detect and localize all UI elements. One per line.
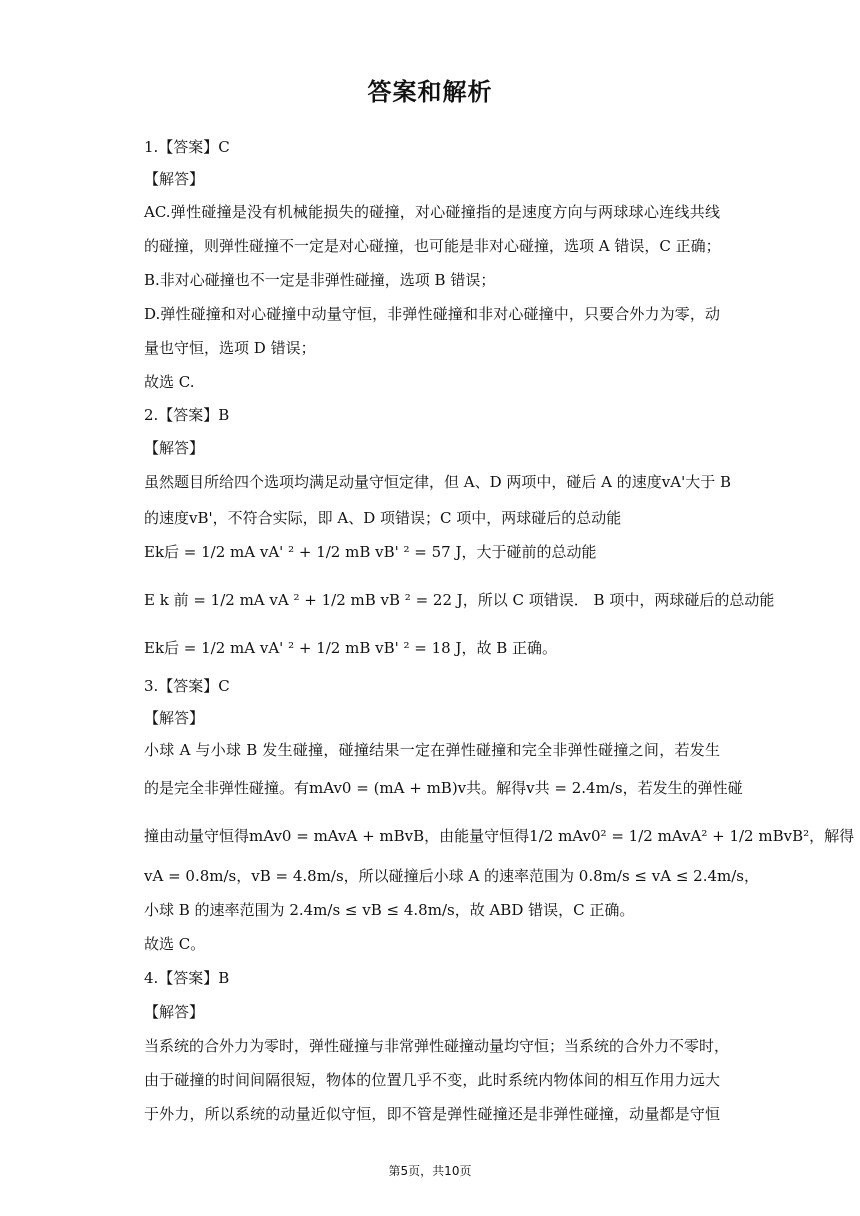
q3-text: 小球 B 的速率范围为 2.4m/s ≤ vB ≤ 4.8m/s，故 ABD 错误，C 正确。 xyxy=(144,901,635,919)
q3-text: 的是完全非弹性碰撞。有mAv0 = (mA + mB)v共。解得v共 = 2.4m/s，若发生的弹性碰 xyxy=(144,779,743,797)
q1-conclusion: 故选 C. xyxy=(144,373,195,391)
q1-text: AC.弹性碰撞是没有机械能损失的碰撞，对心碰撞指的是速度方向与两球球心连线共线 xyxy=(144,203,720,221)
q4-text: 当系统的合外力为零时，弹性碰撞与非常弹性碰撞动量均守恒；当系统的合外力不零时， xyxy=(144,1037,730,1055)
q1-solution-label: 【解答】 xyxy=(144,170,205,188)
q1-text: 量也守恒，选项 D 错误； xyxy=(144,339,316,357)
q3-conclusion: 故选 C。 xyxy=(144,935,206,953)
q2-answer: 2.【答案】B xyxy=(144,406,230,424)
q3-answer: 3.【答案】C xyxy=(144,677,230,695)
q2-text: 的速度vB'，不符合实际，即 A、D 项错误；C 项中，两球碰后的总动能 xyxy=(144,509,622,527)
q2-formula: E k 前 = 1/2 mA vA ² + 1/2 mB vB ² = 22 J，所以 C 项错误． B 项中，两球碰后的总动能 xyxy=(144,591,775,609)
q3-text: 小球 A 与小球 B 发生碰撞，碰撞结果一定在弹性碰撞和完全非弹性碰撞之间，若发生 xyxy=(144,741,720,759)
page-footer: 第5页，共10页 xyxy=(388,1164,472,1178)
q1-answer: 1.【答案】C xyxy=(144,138,230,156)
q1-text: D.弹性碰撞和对心碰撞中动量守恒，非弹性碰撞和非对心碰撞中，只要合外力为零，动 xyxy=(144,305,720,323)
q4-text: 于外力，所以系统的动量近似守恒，即不管是弹性碰撞还是非弹性碰撞，动量都是守恒 xyxy=(144,1105,720,1123)
q3-text: vA = 0.8m/s，vB = 4.8m/s，所以碰撞后小球 A 的速率范围为 0.8m/s ≤ vA ≤ 2.4m/s， xyxy=(144,867,759,885)
q4-answer: 4.【答案】B xyxy=(144,969,230,987)
q4-solution-label: 【解答】 xyxy=(144,1003,205,1021)
q4-text: 由于碰撞的时间间隔很短，物体的位置几乎不变，此时系统内物体间的相互作用力远大 xyxy=(144,1071,720,1089)
q3-text: 撞由动量守恒得mAv0 = mAvA + mBvB，由能量守恒得1/2 mAv0² = 1/2 mAvA² + 1/2 mBvB²，解得 xyxy=(144,827,855,845)
q1-text: 的碰撞，则弹性碰撞不一定是对心碰撞，也可能是非对心碰撞，选项 A 错误，C 正确； xyxy=(144,237,721,255)
q1-text: B.非对心碰撞也不一定是非弹性碰撞，选项 B 错误； xyxy=(144,271,496,289)
q2-formula: Ek后 = 1/2 mA vA' ² + 1/2 mB vB' ² = 57 J，大于碰前的总动能 xyxy=(144,543,597,561)
page-title: 答案和解析 xyxy=(367,78,493,106)
q2-solution-label: 【解答】 xyxy=(144,439,205,457)
q2-formula: Ek后 = 1/2 mA vA' ² + 1/2 mB vB' ² = 18 J，故 B 正确。 xyxy=(144,639,558,657)
q2-text: 虽然题目所给四个选项均满足动量守恒定律，但 A、D 两项中，碰后 A 的速度vA'大于 B xyxy=(144,473,731,491)
q3-solution-label: 【解答】 xyxy=(144,709,205,727)
